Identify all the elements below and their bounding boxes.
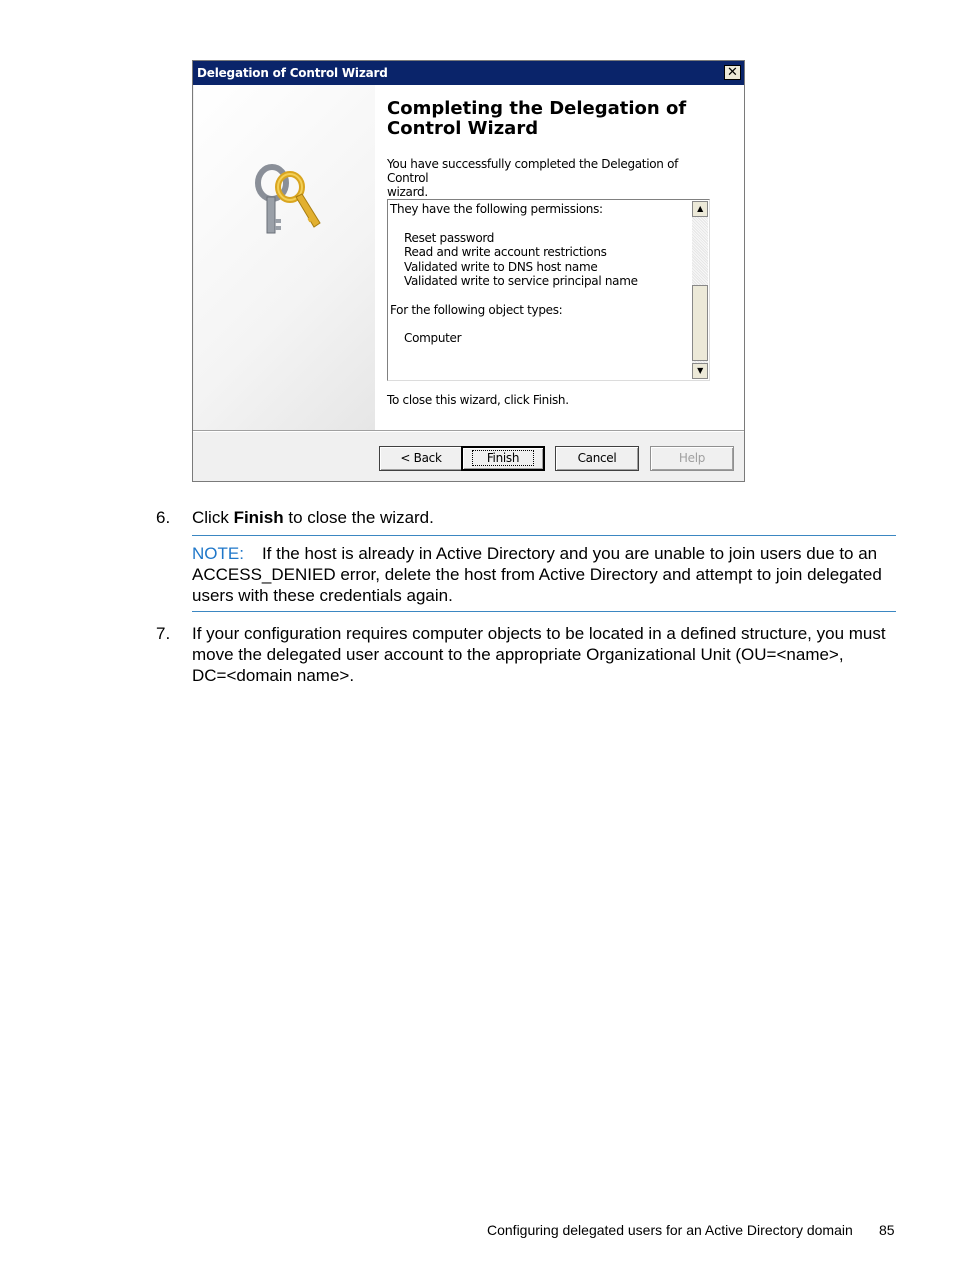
object-type-item: Computer <box>404 331 462 345</box>
back-button[interactable]: < Back <box>379 446 463 471</box>
scroll-up-icon[interactable]: ▲ <box>692 201 708 217</box>
permissions-header: They have the following permissions: <box>390 202 603 216</box>
wizard-content-panel <box>375 85 744 430</box>
finish-button[interactable]: Finish <box>461 446 545 471</box>
close-icon[interactable]: ✕ <box>724 65 741 80</box>
scroll-thumb[interactable] <box>692 285 708 361</box>
permission-item: Validated write to service principal name <box>404 274 638 288</box>
vertical-scrollbar[interactable] <box>692 201 708 379</box>
wizard-description: You have successfully completed the Delegation of Control wizard. <box>387 157 679 199</box>
permissions-summary-text <box>390 202 686 346</box>
delegation-wizard-dialog <box>192 60 745 482</box>
permission-item: Read and write account restrictions <box>404 245 607 259</box>
wizard-side-panel <box>194 85 375 430</box>
help-button: Help <box>650 446 734 471</box>
wizard-heading: Completing the Delegation of Control Wizard <box>387 98 687 139</box>
permission-item: Reset password <box>404 230 495 245</box>
step-text: Click Finish to close the wizard. <box>192 508 434 527</box>
footer-section-title: Configuring delegated users for an Active Directory domain <box>487 1222 853 1238</box>
permission-item: Validated write to DNS host name <box>404 259 598 274</box>
object-types-header: For the following object types: <box>390 302 563 317</box>
step-text: If your configuration requires computer objects to be located in a defined structure, you must move the delegated user account to the appropriate Organizational Unit (OU=<name>, DC=<domain name>. <box>192 624 886 685</box>
page-number: 85 <box>879 1222 895 1238</box>
dialog-titlebar[interactable] <box>193 61 744 85</box>
note-top-rule <box>192 535 896 536</box>
finish-emphasis: Finish <box>233 508 284 527</box>
keys-icon <box>250 161 322 241</box>
dialog-title: Delegation of Control Wizard <box>197 66 388 80</box>
note-label: NOTE: <box>192 544 244 563</box>
cancel-button[interactable]: Cancel <box>555 446 639 471</box>
step-number: 6. <box>156 508 171 527</box>
scroll-down-icon[interactable]: ▼ <box>692 363 708 379</box>
step-number: 7. <box>156 624 171 643</box>
permissions-summary-box[interactable] <box>387 199 710 381</box>
note-bottom-rule <box>192 611 896 612</box>
close-instruction: To close this wizard, click Finish. <box>387 393 569 407</box>
